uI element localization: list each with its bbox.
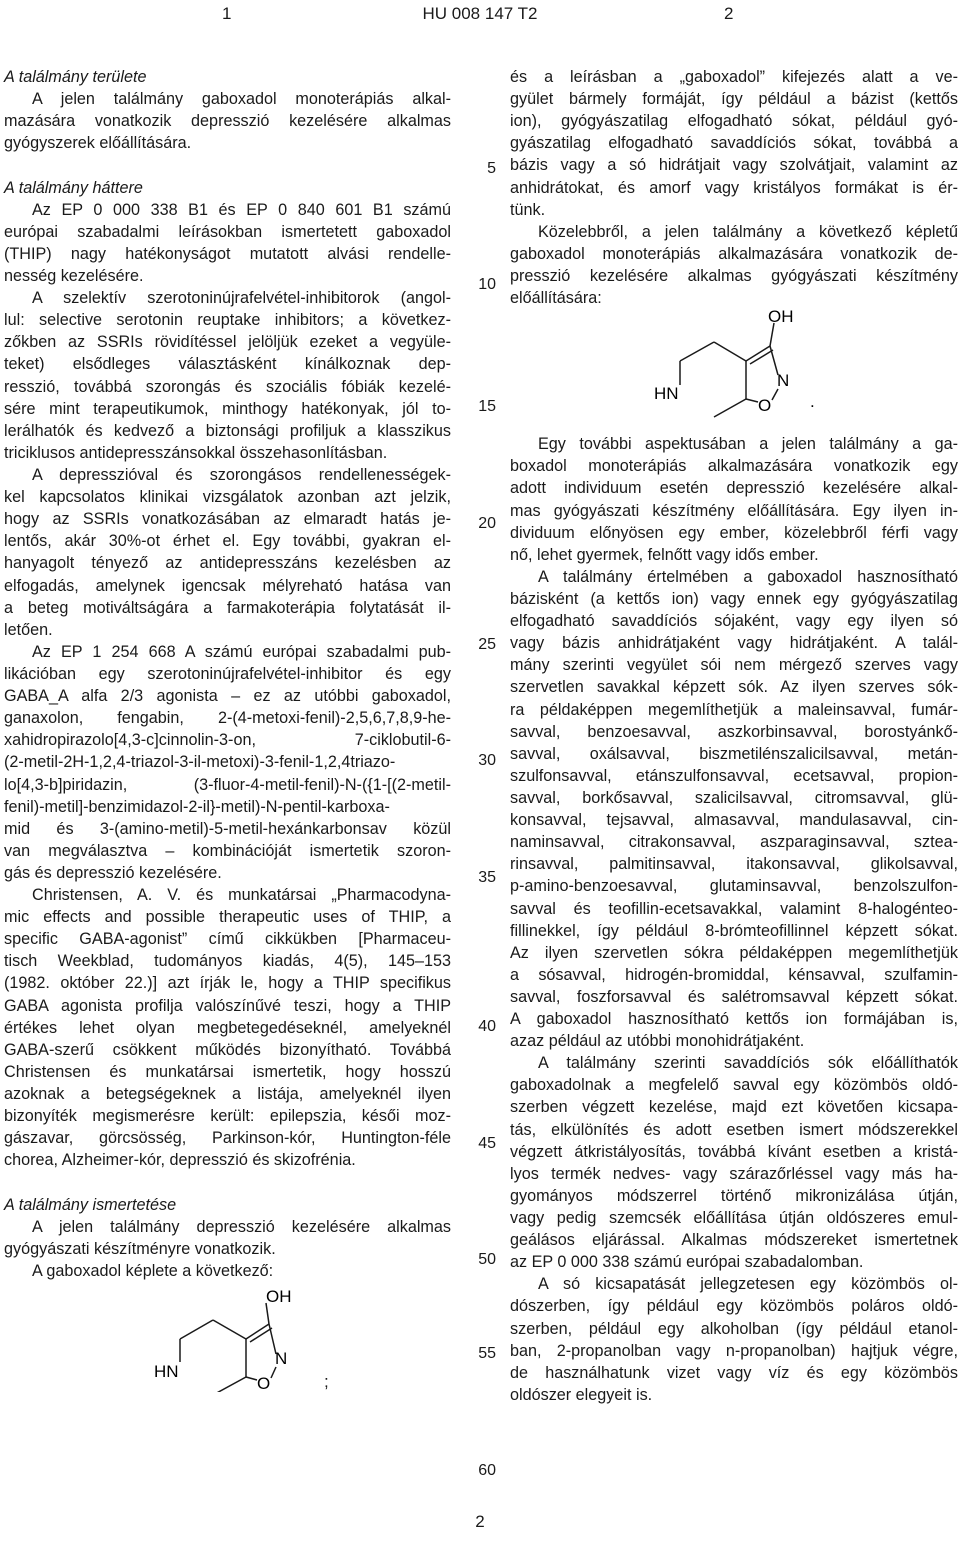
line-number: 5 — [487, 160, 496, 177]
text-line: Christensen, A. V. és munkatársai „Pharmacodyna- — [32, 886, 451, 905]
text-line: geálásos eljárással. Alkalmas módszereket ismertetnek — [510, 1231, 958, 1250]
text-line: európai szabadalmi leírásokban ismertetett gaboxadol — [4, 222, 451, 241]
text-line: nő, lehet gyermek, felnőtt vagy idős ember. — [510, 545, 819, 564]
text-line: elfogadás, amelynek igencsak mélyreható hatása van — [4, 576, 451, 595]
chem-label-hn: HN — [654, 384, 679, 404]
text-line: bázis vagy a só hidrátjait vagy szolvátjait, valamint az — [510, 156, 958, 175]
text-line: ra példaképpen megemlíthetjük a maleinsavval, fumár- — [510, 700, 958, 719]
text-line: de használhatunk vizet vagy víz és egy közömbös — [510, 1363, 958, 1382]
text-line: gaboxadolnak a megfelelő savval egy közömbös oldó- — [510, 1076, 958, 1095]
text-line: vagy pedig szemcsék előállítása útján oldószeres emul- — [510, 1209, 958, 1228]
text-line: az EP 0 000 338 számú európai szabadalomban. — [510, 1253, 864, 1272]
text-line: A depresszióval és szorongásos rendellenességek- — [32, 465, 451, 484]
paragraph-disclosure-1 — [4, 1216, 451, 1260]
gaboxadol-structure-diagram — [4, 1282, 324, 1392]
paragraph-disclosure-2 — [4, 1260, 451, 1282]
text-line: dószerben, így például egy közömbös poláros oldó- — [510, 1297, 958, 1316]
text-line: (2-metil-2H-1,2,4-triazol-3-il-metoxi)-3-fenil-1,2,4triazo- — [4, 753, 396, 772]
text-line: azoknak a betegségeknek a listája, amelyeknél ilyen — [4, 1085, 451, 1104]
text-line: triciklusos antidepresszánsokkal összehasonlításban. — [4, 443, 388, 462]
formula-semicolon: ; — [324, 1372, 329, 1392]
text-line: bizonyíték megismerésre került: epilepszia, késői moz- — [4, 1107, 451, 1126]
line-number: 55 — [478, 1345, 496, 1362]
line-number: 35 — [478, 869, 496, 886]
text-line: kel kapcsolatos klinikai vizsgálatok azonban azt jelzik, — [4, 488, 451, 507]
text-line: lul: selective serotonin reuptake inhibitors; a következ- — [4, 311, 451, 330]
text-line: resszió, továbbá szorongás és szociális fóbiák kezelé- — [4, 377, 451, 396]
text-line: naminsavval, citrakonsavval, aszparaginsavval, sztea- — [510, 833, 958, 852]
text-line: A jelen találmány gaboxadol monoterápiás alkal- — [32, 90, 451, 109]
text-line: fenil)-metil]-benzimidazol-2-il}-metil)-N-pentil-karboxa- — [4, 797, 390, 816]
text-line: hogy az SSRIs vonatkozásában az elmaradt hatás je- — [4, 510, 451, 529]
chem-label-oh: OH — [266, 1287, 292, 1307]
chem-label-n: N — [275, 1349, 288, 1369]
paragraph-definition — [510, 66, 958, 221]
paragraph-background-3 — [4, 464, 451, 641]
text-line: A gaboxadol hasznosítható kettős ion formájában is, — [510, 1010, 958, 1029]
text-line: savval és teofillin-ecetsavakkal, valamint 8-halogénteo- — [510, 899, 958, 918]
text-line: adott individuum esetén depresszió kezelésére alkal- — [510, 479, 958, 498]
text-line: A találmány értelmében a gaboxadol hasznosítható — [538, 567, 958, 586]
text-line: savval, borkősavval, szalicilsavval, citromsavval, glü- — [510, 788, 958, 807]
text-line: dividuum előnyösen egy ember, közelebbről férfi vagy — [510, 523, 958, 542]
text-line: gyület bármely formáját, így például a bázist (kettős — [510, 90, 958, 109]
text-line: bázisként (a kettős ion) vagy ennek egy gyógyászatilag — [510, 589, 958, 608]
text-line: előállítására: — [510, 289, 602, 308]
text-line: anhidrátokat, és amorf vagy kristályos formákat is ér- — [510, 178, 958, 197]
chem-label-o: O — [257, 1374, 271, 1393]
text-line: mid és 3-(amino-metil)-5-metil-hexánkarbonsav közül — [4, 819, 451, 838]
chem-label-n: N — [777, 371, 790, 391]
line-number: 50 — [478, 1251, 496, 1268]
text-line: A szelektív szerotoninújrafelvétel-inhibitorok (angol- — [32, 289, 451, 308]
text-line: likációban egy szerotoninújrafelvétel-inhibitor és egy — [4, 664, 451, 683]
text-line: gyógyszerek előállítására. — [4, 134, 192, 153]
text-line: presszió kezelésére alkalmas gyógyászati készítmény — [510, 266, 958, 285]
text-line: savval, oxálsavval, biszmetilénszalicilsavval, metán- — [510, 744, 958, 763]
paragraph-background-5 — [4, 884, 451, 1171]
text-line: és a leírásban a „gaboxadol” kifejezés alatt a ve- — [510, 68, 958, 86]
text-line: hanyagolt tényező az antidepresszáns kezelésben az — [4, 554, 451, 573]
patent-number: HU 008 147 T2 — [422, 4, 538, 23]
line-number: 40 — [478, 1018, 496, 1035]
text-line: A találmány szerinti savaddíciós sók előállíthatók — [538, 1054, 958, 1073]
header-column-number-right: 2 — [724, 4, 734, 23]
chem-label-hn: HN — [154, 1362, 179, 1382]
text-line: a beteg motiváltságára a farmakoterápia folytatását il- — [4, 598, 451, 617]
line-number: 10 — [478, 276, 496, 293]
chem-label-o: O — [758, 396, 772, 416]
left-column — [4, 66, 451, 1392]
text-line: elfogadható savaddíciós sójaként, vagy egy ilyen só — [510, 612, 958, 631]
gaboxadol-structure-diagram — [510, 309, 958, 433]
text-line: Közelebbről, a jelen találmány a következő képletű — [538, 222, 958, 241]
paragraph-background-2 — [4, 287, 451, 464]
text-line: sére mint terapeutikumok, minthogy hatékonyak, jól to- — [4, 399, 451, 418]
text-line: p-amino-benzoesavval, glutaminsavval, benzolszulfon- — [510, 877, 958, 896]
text-line: lentős, akár 30%-ot érhet el. Egy további, gyakran el- — [4, 532, 451, 551]
text-line: azaz például az utóbbi monohidrátjaként. — [510, 1032, 805, 1051]
text-line: gás és depresszió kezelésére. — [4, 863, 222, 882]
header-column-number-left: 1 — [222, 4, 232, 23]
text-line: ban, 2-propanolban vagy n-propanolban) hajtjuk végre, — [510, 1341, 958, 1360]
text-line: lyos termék nedves- vagy szárazőrléssel vagy más ha- — [510, 1164, 958, 1183]
text-line: szulfonsavval, etánszulfonsavval, ecetsavval, propion- — [510, 766, 958, 785]
paragraph-formula-intro — [510, 221, 958, 309]
line-number-gutter — [466, 0, 496, 1541]
right-column — [510, 66, 958, 1406]
text-line: lerálhatók és kedvező a biztonsági profiljuk a klasszikus — [4, 421, 451, 440]
text-line: GABA agonista profilja valószínűvé teszi, hogy a THIP — [4, 996, 451, 1015]
text-line: gyógyászati készítményre vonatkozik. — [4, 1239, 276, 1258]
text-line: mas gyógyászati készítmény előállítására. Egy ilyen in- — [510, 501, 958, 520]
section-heading-disclosure: A találmány ismertetése — [4, 1195, 177, 1214]
paragraph-field — [4, 88, 451, 154]
paragraph-preparation — [510, 1052, 958, 1273]
line-number: 25 — [478, 636, 496, 653]
text-line: letően. — [4, 620, 53, 639]
text-line: zőkben az SSRIs rövidítéssel jelöljük ezeket a vegyüle- — [4, 333, 451, 352]
text-line: nesség kezelésére. — [4, 266, 144, 285]
line-number: 30 — [478, 752, 496, 769]
text-line: vagy bázis anhidrátjaként vagy hidrátjaként. A talál- — [510, 634, 958, 653]
text-line: fillinekkel, így például 8-brómteofillinnel képzett sókat. — [510, 921, 958, 940]
line-number: 45 — [478, 1135, 496, 1152]
text-line: végzett átkristályosítás, továbbá kívánt esetben a kristá- — [510, 1142, 958, 1161]
text-line: gyományos módszerrel történő mikronizálása útján, — [510, 1186, 958, 1205]
text-line: mazására vonatkozik depresszió kezelésére alkalmas — [4, 112, 451, 131]
text-line: értékes lehet olyan megbetegedéseknél, amelyeknél — [4, 1018, 451, 1037]
text-line: (THIP) nagy hatékonyságot mutatott alvási rendelle- — [4, 244, 451, 263]
text-line: Az EP 1 254 668 A számú európai szabadalmi pub- — [32, 642, 451, 661]
text-line: szerben végzett kezelése, majd ezt követően kicsapa- — [510, 1098, 958, 1117]
text-line: a sósavval, hidrogén-bromiddal, kénsavval, szulfamin- — [510, 965, 958, 984]
text-line: teket) elsődleges választásként kínálkoznak dep- — [4, 355, 451, 374]
paragraph-salts — [510, 566, 958, 1052]
text-line: ganaxolon, fengabin, 2-(4-metoxi-fenil)-2,5,6,7,8,9-he- — [4, 709, 451, 728]
text-line: ion), gyógyászatilag elfogadható sókat, például gyó- — [510, 112, 958, 131]
section-heading-field: A találmány területe — [4, 68, 147, 86]
text-line: Az ilyen szervetlen sókra példaképpen megemlíthetjük — [510, 943, 958, 962]
text-line: specific GABA-agonist” című cikkükben [Pharmaceu- — [4, 930, 451, 949]
text-line: rinsavval, palmitinsavval, itakonsavval, glikolsavval, — [510, 855, 958, 874]
formula-period: . — [810, 392, 815, 412]
text-line: Christensen és munkatársai ismertetik, hogy hosszú — [4, 1062, 451, 1081]
text-line: Egy további aspektusában a jelen találmány a ga- — [538, 435, 958, 454]
text-line: savval, foszforsavval és salétromsavval képzett sókat. — [510, 987, 958, 1006]
text-line: tás, elkülönítés és adott esetben ismert módszerekkel — [510, 1120, 958, 1139]
paragraph-background-1 — [4, 199, 451, 287]
text-line: A só kicsapatását jellegzetesen egy közömbös ol- — [538, 1275, 958, 1294]
text-line: A gaboxadol képlete a következő: — [32, 1261, 274, 1280]
text-line: tünk. — [510, 200, 546, 219]
text-line: gyászatilag elfogadható savaddíciós sókat, továbbá a — [510, 134, 958, 153]
text-line: mic effects and possible therapeutic uses of THIP, a — [4, 908, 451, 927]
text-line: GABA_A alfa 2/3 agonista – ez az utóbbi gaboxadol, — [4, 687, 451, 706]
text-line: savval, benzoesavval, aszkorbinsavval, borostyánkő- — [510, 722, 958, 741]
text-line: szerben, például egy alkoholban (így például etanol- — [510, 1319, 958, 1338]
line-number: 15 — [478, 398, 496, 415]
text-line: chorea, Alzheimer-kór, depresszió és skizofrénia. — [4, 1151, 356, 1170]
page-number: 2 — [475, 1512, 485, 1531]
text-line: A jelen találmány depresszió kezelésére alkalmas — [32, 1217, 451, 1236]
text-line: gaboxadol monoterápiás alkalmazására vonatkozik de- — [510, 244, 958, 263]
line-number: 60 — [478, 1462, 496, 1479]
text-line: Az EP 0 000 338 B1 és EP 0 840 601 B1 számú — [32, 200, 451, 219]
paragraph-background-4 — [4, 641, 451, 884]
line-number: 20 — [478, 515, 496, 532]
text-line: van megválasztva – kombinációját ismertetik szoron- — [4, 841, 451, 860]
gaboxadol-formula-right — [510, 309, 958, 433]
text-line: lo[4,3-b]piridazin, (3-fluor-4-metil-fenil)-N-({1-[(2-metil- — [4, 775, 451, 794]
text-line: tisch Weekblad, tudományos kiadás, 4(5), 145–153 — [4, 952, 451, 971]
paragraph-precipitation — [510, 1273, 958, 1406]
section-heading-background: A találmány háttere — [4, 178, 143, 197]
gaboxadol-formula-left — [4, 1282, 451, 1392]
text-line: boxadol monoterápiás alkalmazására vonatkozik egy — [510, 457, 958, 476]
text-line: xahidropirazolo[4,3-c]cinnolin-3-on, 7-ciklobutil-6- — [4, 731, 451, 750]
text-line: szervetlen savakkal képzett sók. Az ilyen szerves sók- — [510, 678, 958, 697]
paragraph-aspect — [510, 433, 958, 566]
text-line: gászavar, görcsösség, Parkinson-kór, Huntington-féle — [4, 1129, 451, 1148]
text-line: konsavval, tejsavval, almasavval, mandulasavval, cin- — [510, 811, 958, 830]
text-line: (1982. október 22.)] azt írják le, hogy a THIP specifikus — [4, 974, 451, 993]
chem-label-oh: OH — [768, 309, 794, 327]
text-line: GABA-szerű csökkent működés bizonyítható. Továbbá — [4, 1040, 451, 1059]
text-line: mány szerinti vegyület sói nem mérgező szerves vagy — [510, 656, 958, 675]
text-line: oldószer elegyeit is. — [510, 1385, 653, 1404]
